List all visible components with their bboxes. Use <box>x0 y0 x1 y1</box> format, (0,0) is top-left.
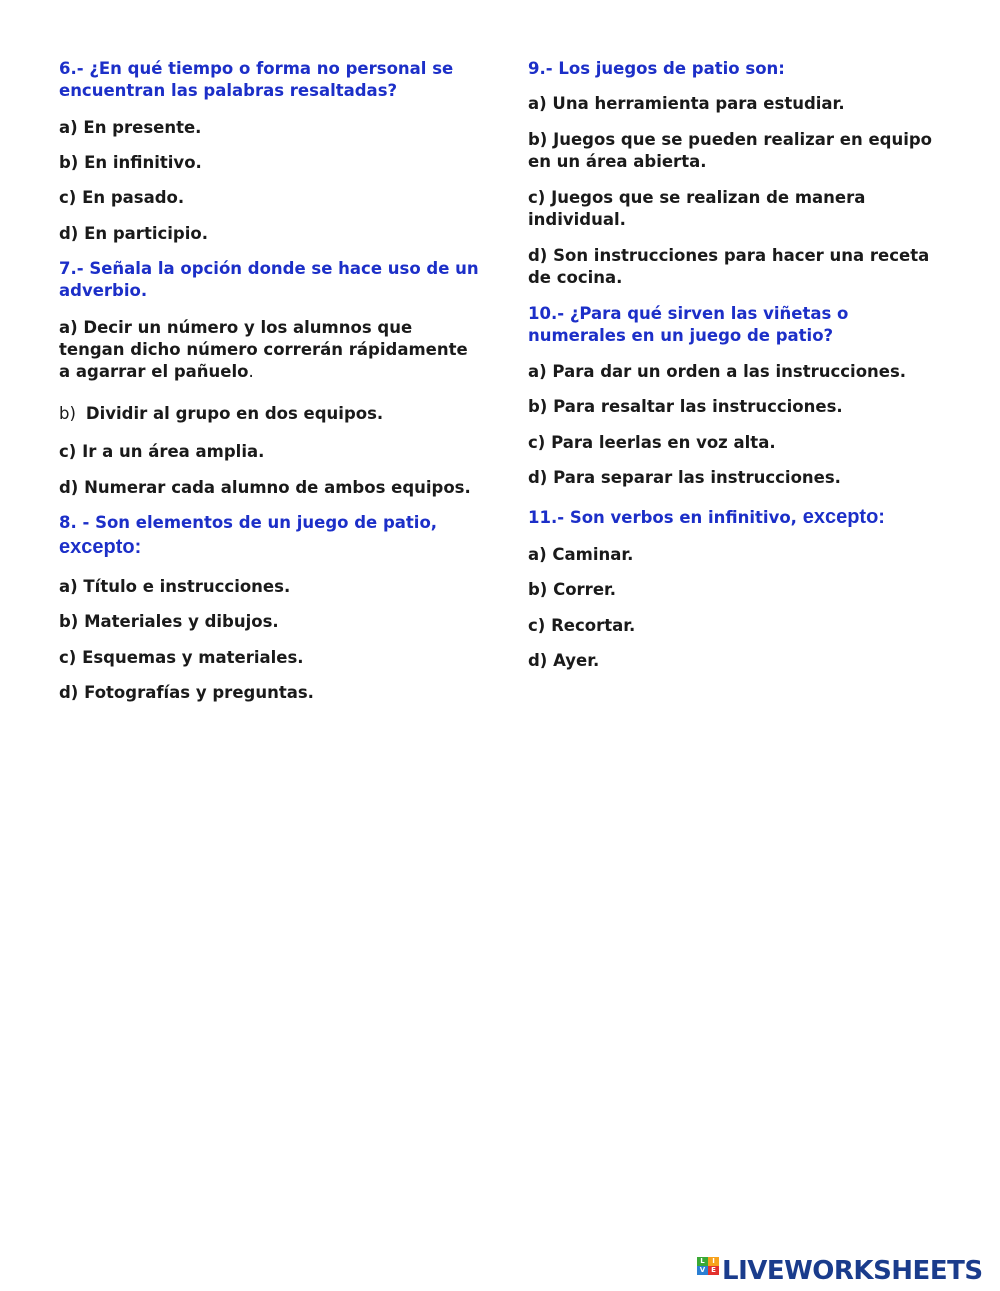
q7-option-b <box>59 403 479 425</box>
logo-icon-v: V <box>697 1266 708 1275</box>
liveworksheets-logo[interactable] <box>697 1256 983 1286</box>
liveworksheets-icon <box>697 1257 719 1285</box>
q6-option-c: c) En pasado. <box>59 188 185 207</box>
question-9: 9.- Los juegos de patio son: <box>528 59 785 78</box>
q8-option-a: a) Título e instrucciones. <box>59 577 291 596</box>
q8-option-c: c) Esquemas y materiales. <box>59 648 304 667</box>
q8-option-d: d) Fotografías y preguntas. <box>59 683 314 702</box>
q9-option-a: a) Una herramienta para estudiar. <box>528 94 845 113</box>
question-11-text: 11.- Son verbos en infinitivo, <box>528 508 797 527</box>
q9-option-b: b) Juegos que se pueden realizar en equipo en un área abierta. <box>528 130 933 171</box>
question-7: 7.- Señala la opción donde se hace uso de un adverbio. <box>59 259 479 300</box>
q11-emphasis: excepto: <box>802 506 885 528</box>
q8-option-b: b) Materiales y dibujos. <box>59 612 279 631</box>
logo-icon-l: L <box>697 1257 708 1266</box>
q6-option-b: b) En infinitivo. <box>59 153 202 172</box>
logo-icon-i: I <box>708 1257 719 1266</box>
q7-option-c: c) Ir a un área amplia. <box>59 442 265 461</box>
q7-option-b-letter: b) <box>59 404 76 423</box>
q11-option-d: d) Ayer. <box>528 651 600 670</box>
q10-option-b: b) Para resaltar las instrucciones. <box>528 397 843 416</box>
logo-text: LIVEWORKSHEETS <box>722 1256 983 1286</box>
q8-emphasis: excepto: <box>59 536 142 558</box>
q10-option-d: d) Para separar las instrucciones. <box>528 468 841 487</box>
question-10: 10.- ¿Para qué sirven las viñetas o numerales en un juego de patio? <box>528 304 849 345</box>
q8-emphasis-line <box>59 536 479 559</box>
q7-option-b-text: Dividir al grupo en dos equipos. <box>85 404 384 423</box>
q6-option-a: a) En presente. <box>59 118 202 137</box>
q10-option-a: a) Para dar un orden a las instrucciones. <box>528 362 907 381</box>
q7-option-a-period: . <box>248 362 254 381</box>
q6-option-d: d) En participio. <box>59 224 208 243</box>
q11-option-c: c) Recortar. <box>528 616 636 635</box>
q7-option-d: d) Numerar cada alumno de ambos equipos. <box>59 478 471 497</box>
q10-option-c: c) Para leerlas en voz alta. <box>528 433 776 452</box>
q7-option-a-text: a) Decir un número y los alumnos que tengan dicho número correrán rápidamente a agarrar el pañuelo <box>59 318 468 381</box>
q7-option-a <box>59 317 479 383</box>
q11-option-a: a) Caminar. <box>528 545 634 564</box>
question-6: 6.- ¿En qué tiempo o forma no personal se encuentran las palabras resaltadas? <box>59 59 454 100</box>
question-11 <box>528 506 948 529</box>
q11-option-b: b) Correr. <box>528 580 617 599</box>
question-8: 8. - Son elementos de un juego de patio, <box>59 513 438 532</box>
q9-option-d: d) Son instrucciones para hacer una receta de cocina. <box>528 246 930 287</box>
logo-icon-e: E <box>708 1266 719 1275</box>
q9-option-c: c) Juegos que se realizan de manera individual. <box>528 188 866 229</box>
